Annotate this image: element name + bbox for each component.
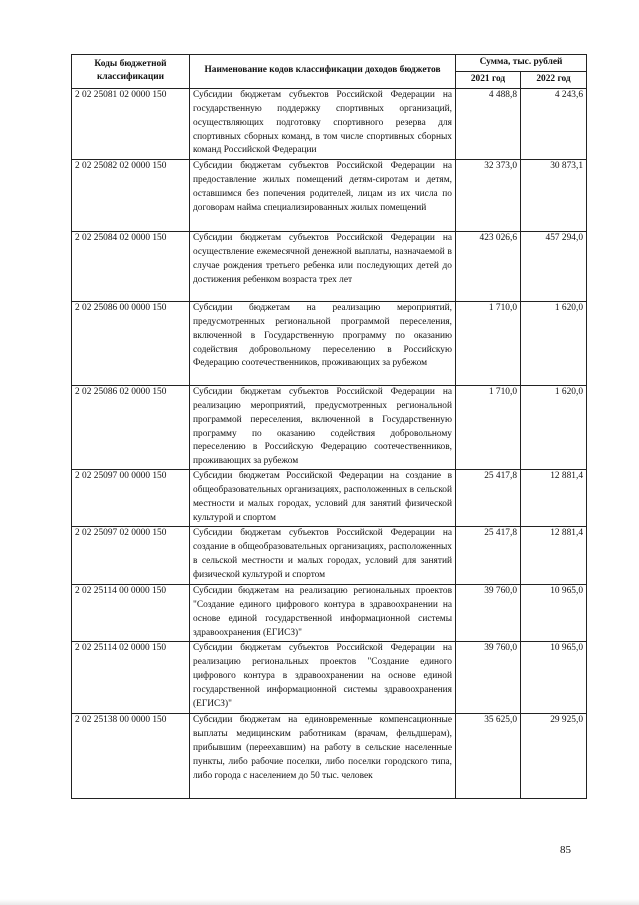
amount-2022: 1 620,0 — [521, 301, 587, 385]
amount-2021: 1 710,0 — [456, 301, 521, 385]
revenue-name: Субсидии бюджетам субъектов Российской Федерации на реализацию мероприятий, предусмотренных региональной программой переселения, включенной в Государственную программу по оказанию содействия добровольному переселению в Российскую Федерацию соотечественников, проживающих за рубежом — [190, 385, 456, 469]
budget-code: 2 02 25114 00 0000 150 — [72, 585, 190, 642]
budget-code: 2 02 25097 00 0000 150 — [72, 470, 190, 527]
budget-code: 2 02 25138 00 0000 150 — [72, 714, 190, 799]
revenue-name: Субсидии бюджетам на единовременные компенсационные выплаты медицинским работникам (врачам, фельдшерам), прибывшим (переехавшим) на работу в сельские населенные пункты, либо рабочие поселки, либо поселки городского типа, либо города с населением до 50 тыс. человек — [190, 714, 456, 799]
amount-2021: 25 417,8 — [456, 527, 521, 585]
revenue-name: Субсидии бюджетам субъектов Российской Федерации на предоставление жилых помещений детям-сиротам и детям, оставшимся без попечения родителей, лицам из их числа по договорам найма специализированных жилых помещений — [190, 159, 456, 231]
amount-2022: 4 243,6 — [521, 88, 587, 159]
header-codes: Коды бюджетной классификации — [72, 55, 190, 89]
amount-2022: 12 881,4 — [521, 527, 587, 585]
table-row — [72, 88, 587, 159]
amount-2022: 1 620,0 — [521, 385, 587, 469]
header-year-2021: 2021 год — [456, 71, 521, 88]
amount-2021: 1 710,0 — [456, 385, 521, 469]
revenue-name: Субсидии бюджетам субъектов Российской Федерации на государственную поддержку спортивных организаций, осуществляющих подготовку спортивного резерва для спортивных сборных команд, в том числе спортивных сборных команд Российской Федерации — [190, 88, 456, 159]
revenue-name: Субсидии бюджетам субъектов Российской Федерации на создание в общеобразовательных организациях, расположенных в сельской местности и малых городах, условий для занятий физической культурой и спортом — [190, 527, 456, 585]
amount-2022: 10 965,0 — [521, 585, 587, 642]
revenue-name: Субсидии бюджетам на реализацию региональных проектов "Создание единого цифрового контура в здравоохранении на основе единой государственной информационной системы здравоохранения (ЕГИСЗ)" — [190, 585, 456, 642]
budget-code: 2 02 25097 02 0000 150 — [72, 527, 190, 585]
budget-code: 2 02 25086 02 0000 150 — [72, 385, 190, 469]
header-name: Наименование кодов классификации доходов бюджетов — [190, 55, 456, 89]
revenue-name: Субсидии бюджетам субъектов Российской Федерации на осуществление ежемесячной денежной выплаты, назначаемой в случае рождения третьего ребенка или последующих детей до достижения ребенком возраста трех лет — [190, 231, 456, 301]
revenue-name: Субсидии бюджетам Российской Федерации на создание в общеобразовательных организациях, расположенных в сельской местности и малых городах, условий для занятий физической культурой и спортом — [190, 470, 456, 527]
amount-2021: 4 488,8 — [456, 88, 521, 159]
amount-2021: 39 760,0 — [456, 585, 521, 642]
budget-code: 2 02 25081 02 0000 150 — [72, 88, 190, 159]
table-row — [72, 231, 587, 301]
budget-revenue-table — [71, 54, 587, 799]
table-row — [72, 714, 587, 799]
table-row — [72, 385, 587, 469]
amount-2021: 25 417,8 — [456, 470, 521, 527]
amount-2021: 35 625,0 — [456, 714, 521, 799]
budget-code: 2 02 25084 02 0000 150 — [72, 231, 190, 301]
budget-code: 2 02 25086 00 0000 150 — [72, 301, 190, 385]
table-row — [72, 470, 587, 527]
table-row — [72, 527, 587, 585]
budget-code: 2 02 25114 02 0000 150 — [72, 642, 190, 714]
amount-2022: 30 873,1 — [521, 159, 587, 231]
page-number: 85 — [560, 844, 571, 856]
amount-2022: 12 881,4 — [521, 470, 587, 527]
scan-edge-shadow — [0, 899, 639, 905]
table-row — [72, 301, 587, 385]
table-row — [72, 585, 587, 642]
amount-2021: 32 373,0 — [456, 159, 521, 231]
table-row — [72, 159, 587, 231]
revenue-name: Субсидии бюджетам субъектов Российской Федерации на реализацию региональных проектов "Создание единого цифрового контура в здравоохранении на основе единой государственной информационной системы здравоохранения (ЕГИСЗ)" — [190, 642, 456, 714]
amount-2021: 423 026,6 — [456, 231, 521, 301]
budget-code: 2 02 25082 02 0000 150 — [72, 159, 190, 231]
header-year-2022: 2022 год — [521, 71, 587, 88]
amount-2022: 10 965,0 — [521, 642, 587, 714]
header-sum: Сумма, тыс. рублей — [456, 55, 587, 72]
amount-2022: 457 294,0 — [521, 231, 587, 301]
amount-2021: 39 760,0 — [456, 642, 521, 714]
revenue-name: Субсидии бюджетам на реализацию мероприятий, предусмотренных региональной программой переселения, включенной в Государственную программу по оказанию содействия добровольному переселению в Российскую Федерацию соотечественников, проживающих за рубежом — [190, 301, 456, 385]
amount-2022: 29 925,0 — [521, 714, 587, 799]
table-row — [72, 642, 587, 714]
